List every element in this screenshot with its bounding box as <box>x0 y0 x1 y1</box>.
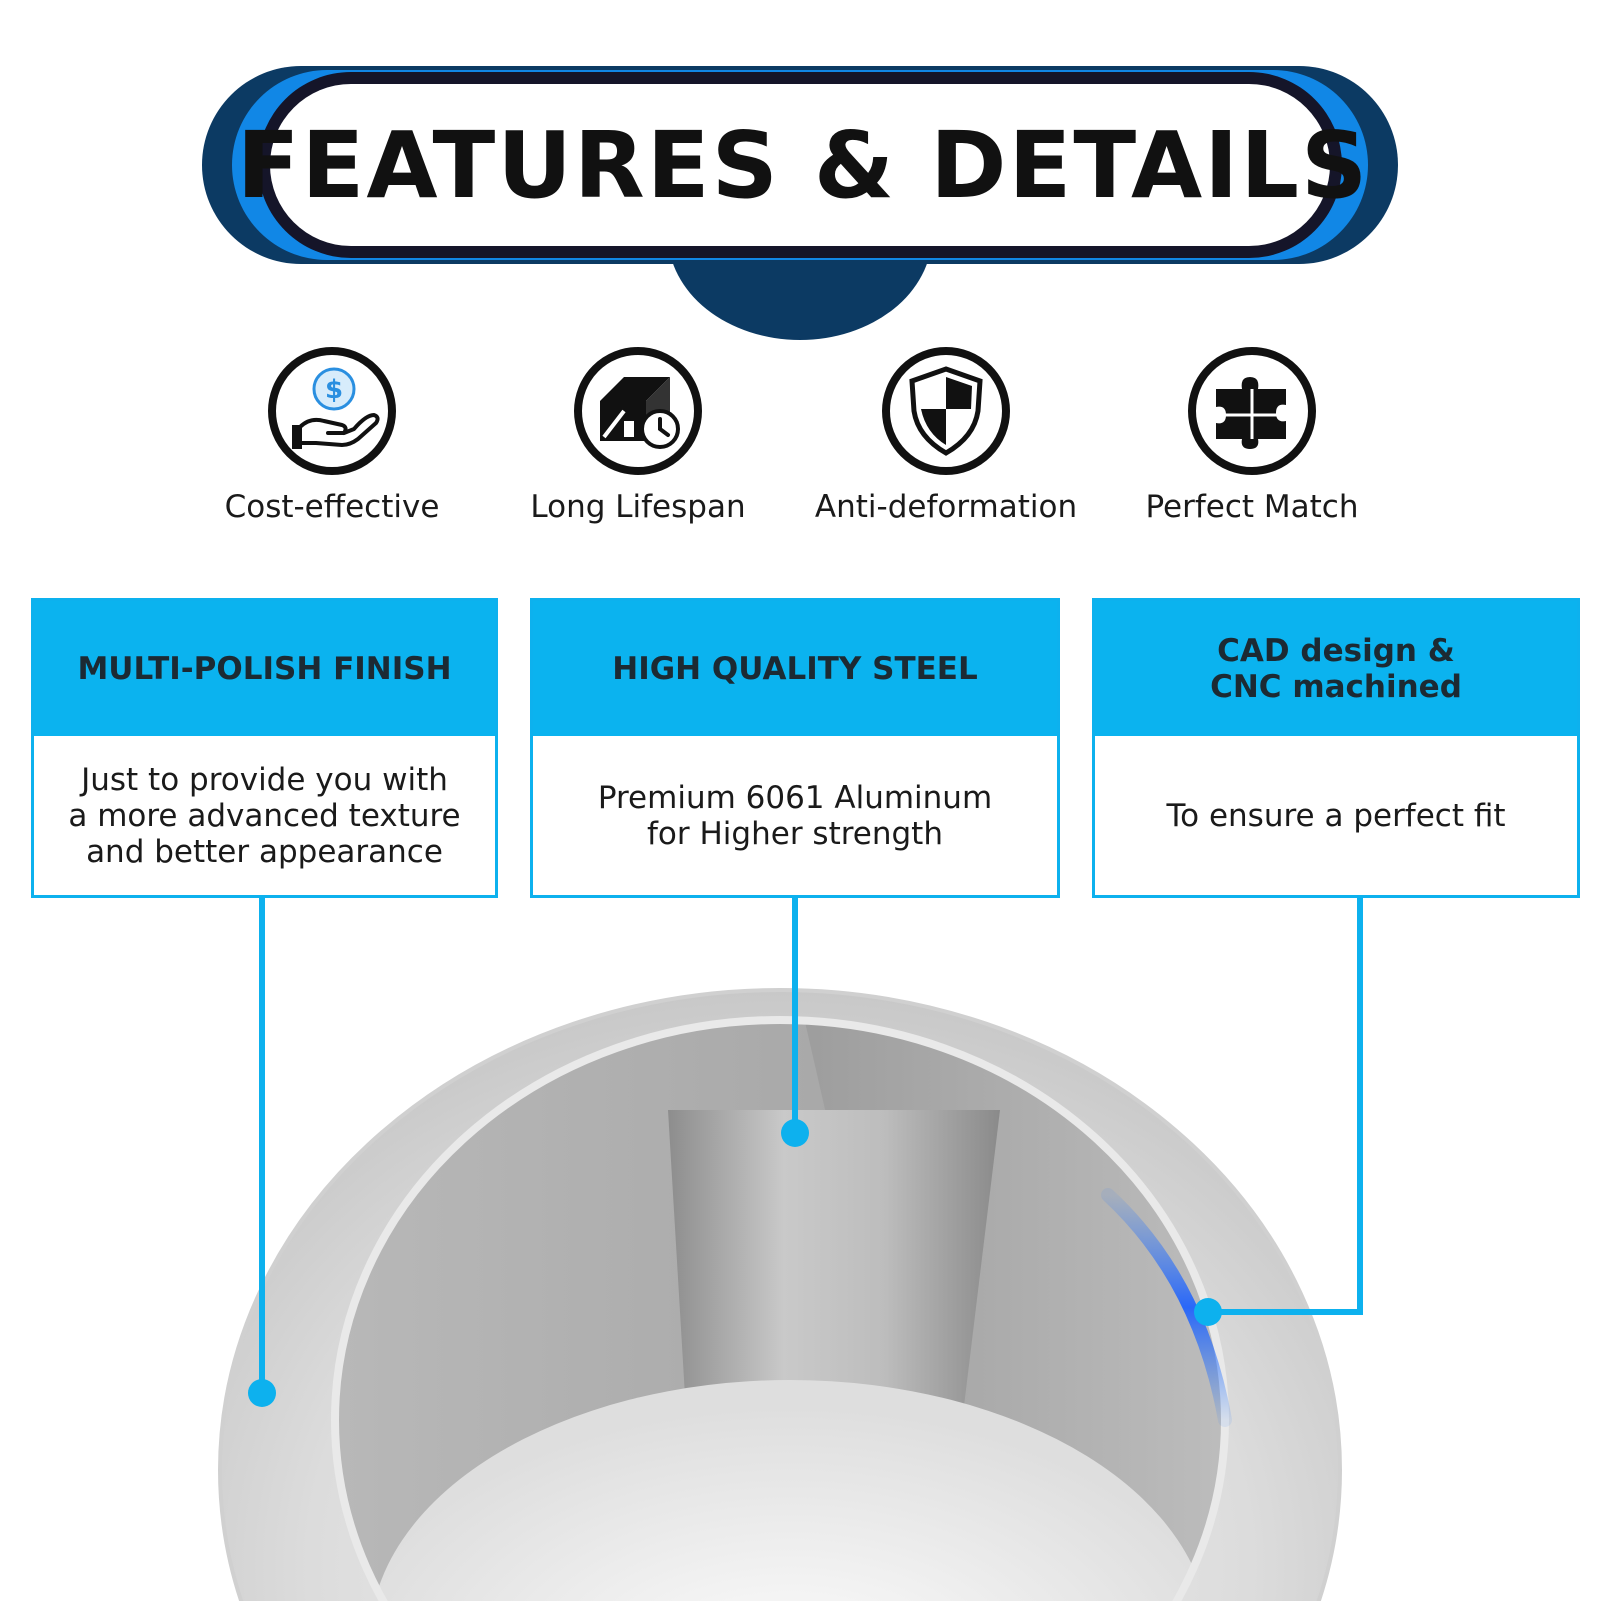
callout-dot-1 <box>248 1379 276 1407</box>
money-hand-icon <box>266 345 398 477</box>
card-heading: CAD design & CNC machined <box>1095 601 1577 736</box>
callout-dot-3 <box>1194 1298 1222 1326</box>
feature-label: Anti-deformation <box>814 489 1078 525</box>
card-cad-cnc <box>1092 598 1580 898</box>
durable-box-clock-icon <box>572 345 704 477</box>
page-title: FEATURES & DETAILS <box>236 111 1370 219</box>
product-photo-ring <box>220 990 1340 1601</box>
feature-label: Long Lifespan <box>530 489 746 525</box>
card-text: To ensure a perfect fit <box>1166 797 1506 834</box>
card-high-quality-steel <box>530 598 1060 898</box>
feature-cost-effective <box>182 345 482 525</box>
card-text: Just to provide you with a more advanced texture and better appearance <box>68 761 461 870</box>
feature-long-lifespan <box>488 345 788 525</box>
card-heading: MULTI-POLISH FINISH <box>34 601 495 736</box>
shield-icon <box>880 345 1012 477</box>
card-multi-polish-finish <box>31 598 498 898</box>
callout-dot-2 <box>781 1119 809 1147</box>
feature-label: Perfect Match <box>1145 489 1359 525</box>
feature-anti-deformation <box>796 345 1096 525</box>
card-text: Premium 6061 Aluminum for Higher strength <box>597 779 993 852</box>
svg-text:$: $ <box>324 375 344 405</box>
card-heading: HIGH QUALITY STEEL <box>533 601 1057 736</box>
feature-label: Cost-effective <box>224 489 440 525</box>
feature-perfect-match <box>1102 345 1402 525</box>
puzzle-icon <box>1186 345 1318 477</box>
